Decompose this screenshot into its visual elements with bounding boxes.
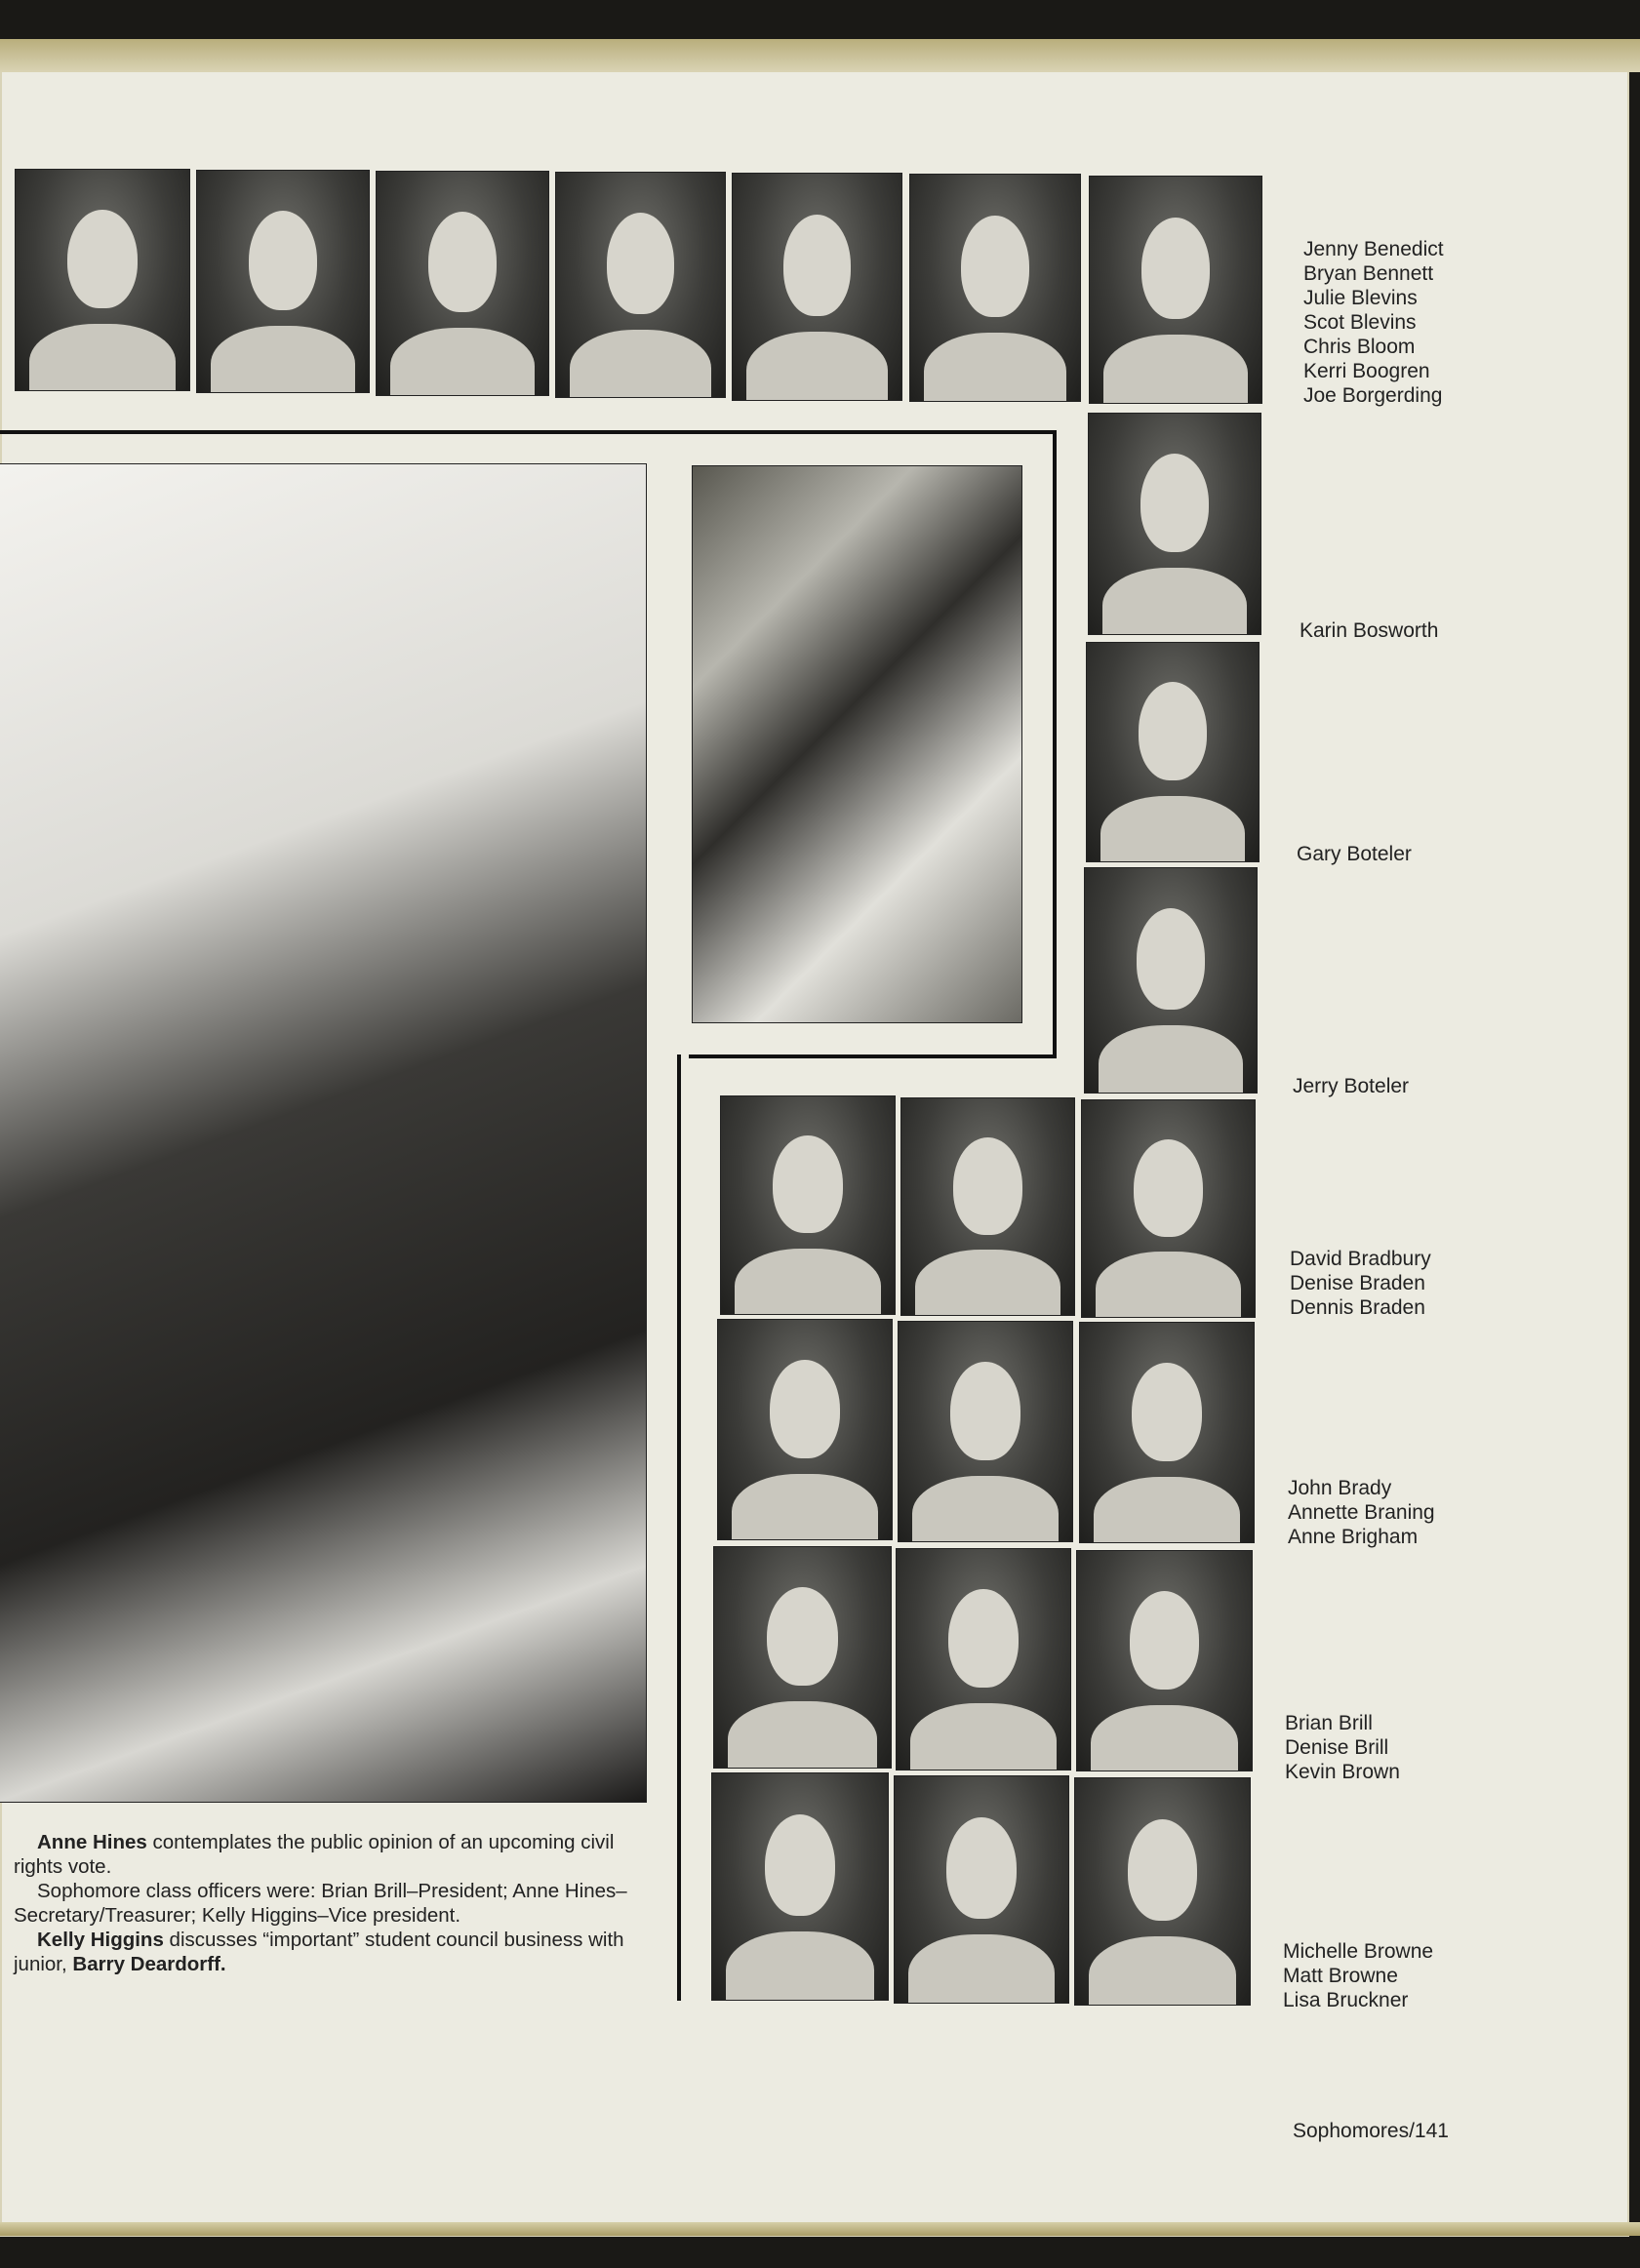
names-jerry (1293, 1074, 1409, 1098)
portrait-brian-brill (714, 1547, 891, 1768)
name-label: Kerri Boogren (1303, 360, 1430, 382)
portrait-dennis-braden (1082, 1100, 1255, 1317)
name-label: Denise Braden (1290, 1272, 1425, 1294)
portrait-gary-boteler (1087, 643, 1259, 861)
portrait-john-brady (718, 1320, 892, 1539)
caption-name: Barry Deardorff. (72, 1953, 226, 1975)
portrait-kevin-brown (1077, 1551, 1252, 1771)
portrait-chris-bloom (733, 174, 901, 400)
portrait-jerry-boteler (1085, 868, 1257, 1093)
portrait-lisa-bruckner (1075, 1778, 1250, 2005)
name-label: Chris Bloom (1303, 336, 1416, 358)
name-label: Brian Brill (1285, 1712, 1373, 1734)
name-label: Michelle Browne (1283, 1940, 1434, 1963)
names-gary (1297, 842, 1412, 866)
name-label: Anne Brigham (1288, 1526, 1419, 1548)
portrait-bryan-bennett (197, 171, 369, 392)
name-label: Jenny Benedict (1303, 238, 1444, 260)
portrait-jenny-benedict (16, 170, 189, 390)
portrait-denise-brill (897, 1549, 1070, 1770)
portrait-david-bradbury (721, 1096, 895, 1314)
portrait-julie-blevins (377, 172, 548, 395)
name-label: John Brady (1288, 1477, 1392, 1499)
frame-rule-middle (689, 1054, 1057, 1058)
name-label: David Bradbury (1290, 1248, 1431, 1270)
frame-rule-right (1053, 430, 1057, 1058)
name-label: Annette Braning (1288, 1501, 1435, 1524)
portrait-denise-braden (901, 1098, 1074, 1315)
portrait-joe-borgerding (1090, 177, 1261, 403)
name-label: Dennis Braden (1290, 1296, 1425, 1319)
name-label: Karin Bosworth (1300, 619, 1439, 642)
caption-name: Kelly Higgins (37, 1929, 164, 1951)
caption-text: discusses “important” student council business with junior, (14, 1929, 624, 1975)
name-label: Joe Borgerding (1303, 384, 1443, 407)
names-grid-row-3 (1285, 1711, 1400, 1784)
page-bottom-edge (0, 2222, 1640, 2236)
portrait-karin-bosworth (1089, 414, 1260, 634)
photo-caption (14, 1830, 638, 1976)
names-grid-row-4 (1283, 1939, 1433, 2012)
portrait-scot-blevins (556, 173, 725, 397)
caption-text: contemplates the public opinion of an upcoming civil rights vote. (14, 1831, 615, 1878)
portrait-matt-browne (895, 1776, 1068, 2003)
name-label: Jerry Boteler (1293, 1075, 1410, 1097)
names-grid-row-1 (1290, 1247, 1431, 1320)
portrait-annette-braning (899, 1322, 1072, 1541)
candid-photo-student-council (693, 466, 1021, 1022)
page-footer: Sophomores/141 (1293, 2120, 1449, 2142)
frame-rule-left (677, 1054, 681, 2001)
names-top-row (1303, 237, 1444, 408)
caption-paragraph (14, 1928, 638, 1976)
name-label: Denise Brill (1285, 1736, 1389, 1759)
caption-name: Anne Hines (37, 1831, 147, 1853)
names-karin (1300, 618, 1438, 643)
name-label: Gary Boteler (1297, 843, 1412, 865)
caption-paragraph: Sophomore class officers were: Brian Brill–President; Anne Hines–Secretary/Treasurer; Kelly Higgins–Vice president. (14, 1880, 627, 1927)
candid-photo-anne-hines (0, 464, 646, 1802)
page-top-edge (0, 39, 1640, 72)
portrait-michelle-browne (712, 1773, 888, 2000)
portrait-anne-brigham (1080, 1323, 1254, 1542)
name-label: Matt Browne (1283, 1965, 1398, 1987)
name-label: Bryan Bennett (1303, 262, 1434, 285)
name-label: Scot Blevins (1303, 311, 1417, 334)
names-grid-row-2 (1288, 1476, 1435, 1549)
name-label: Kevin Brown (1285, 1761, 1400, 1783)
name-label: Lisa Bruckner (1283, 1989, 1409, 2011)
frame-rule-top (0, 430, 1057, 434)
portrait-kerri-boogren (910, 175, 1080, 401)
caption-paragraph (14, 1830, 638, 1879)
name-label: Julie Blevins (1303, 287, 1418, 309)
